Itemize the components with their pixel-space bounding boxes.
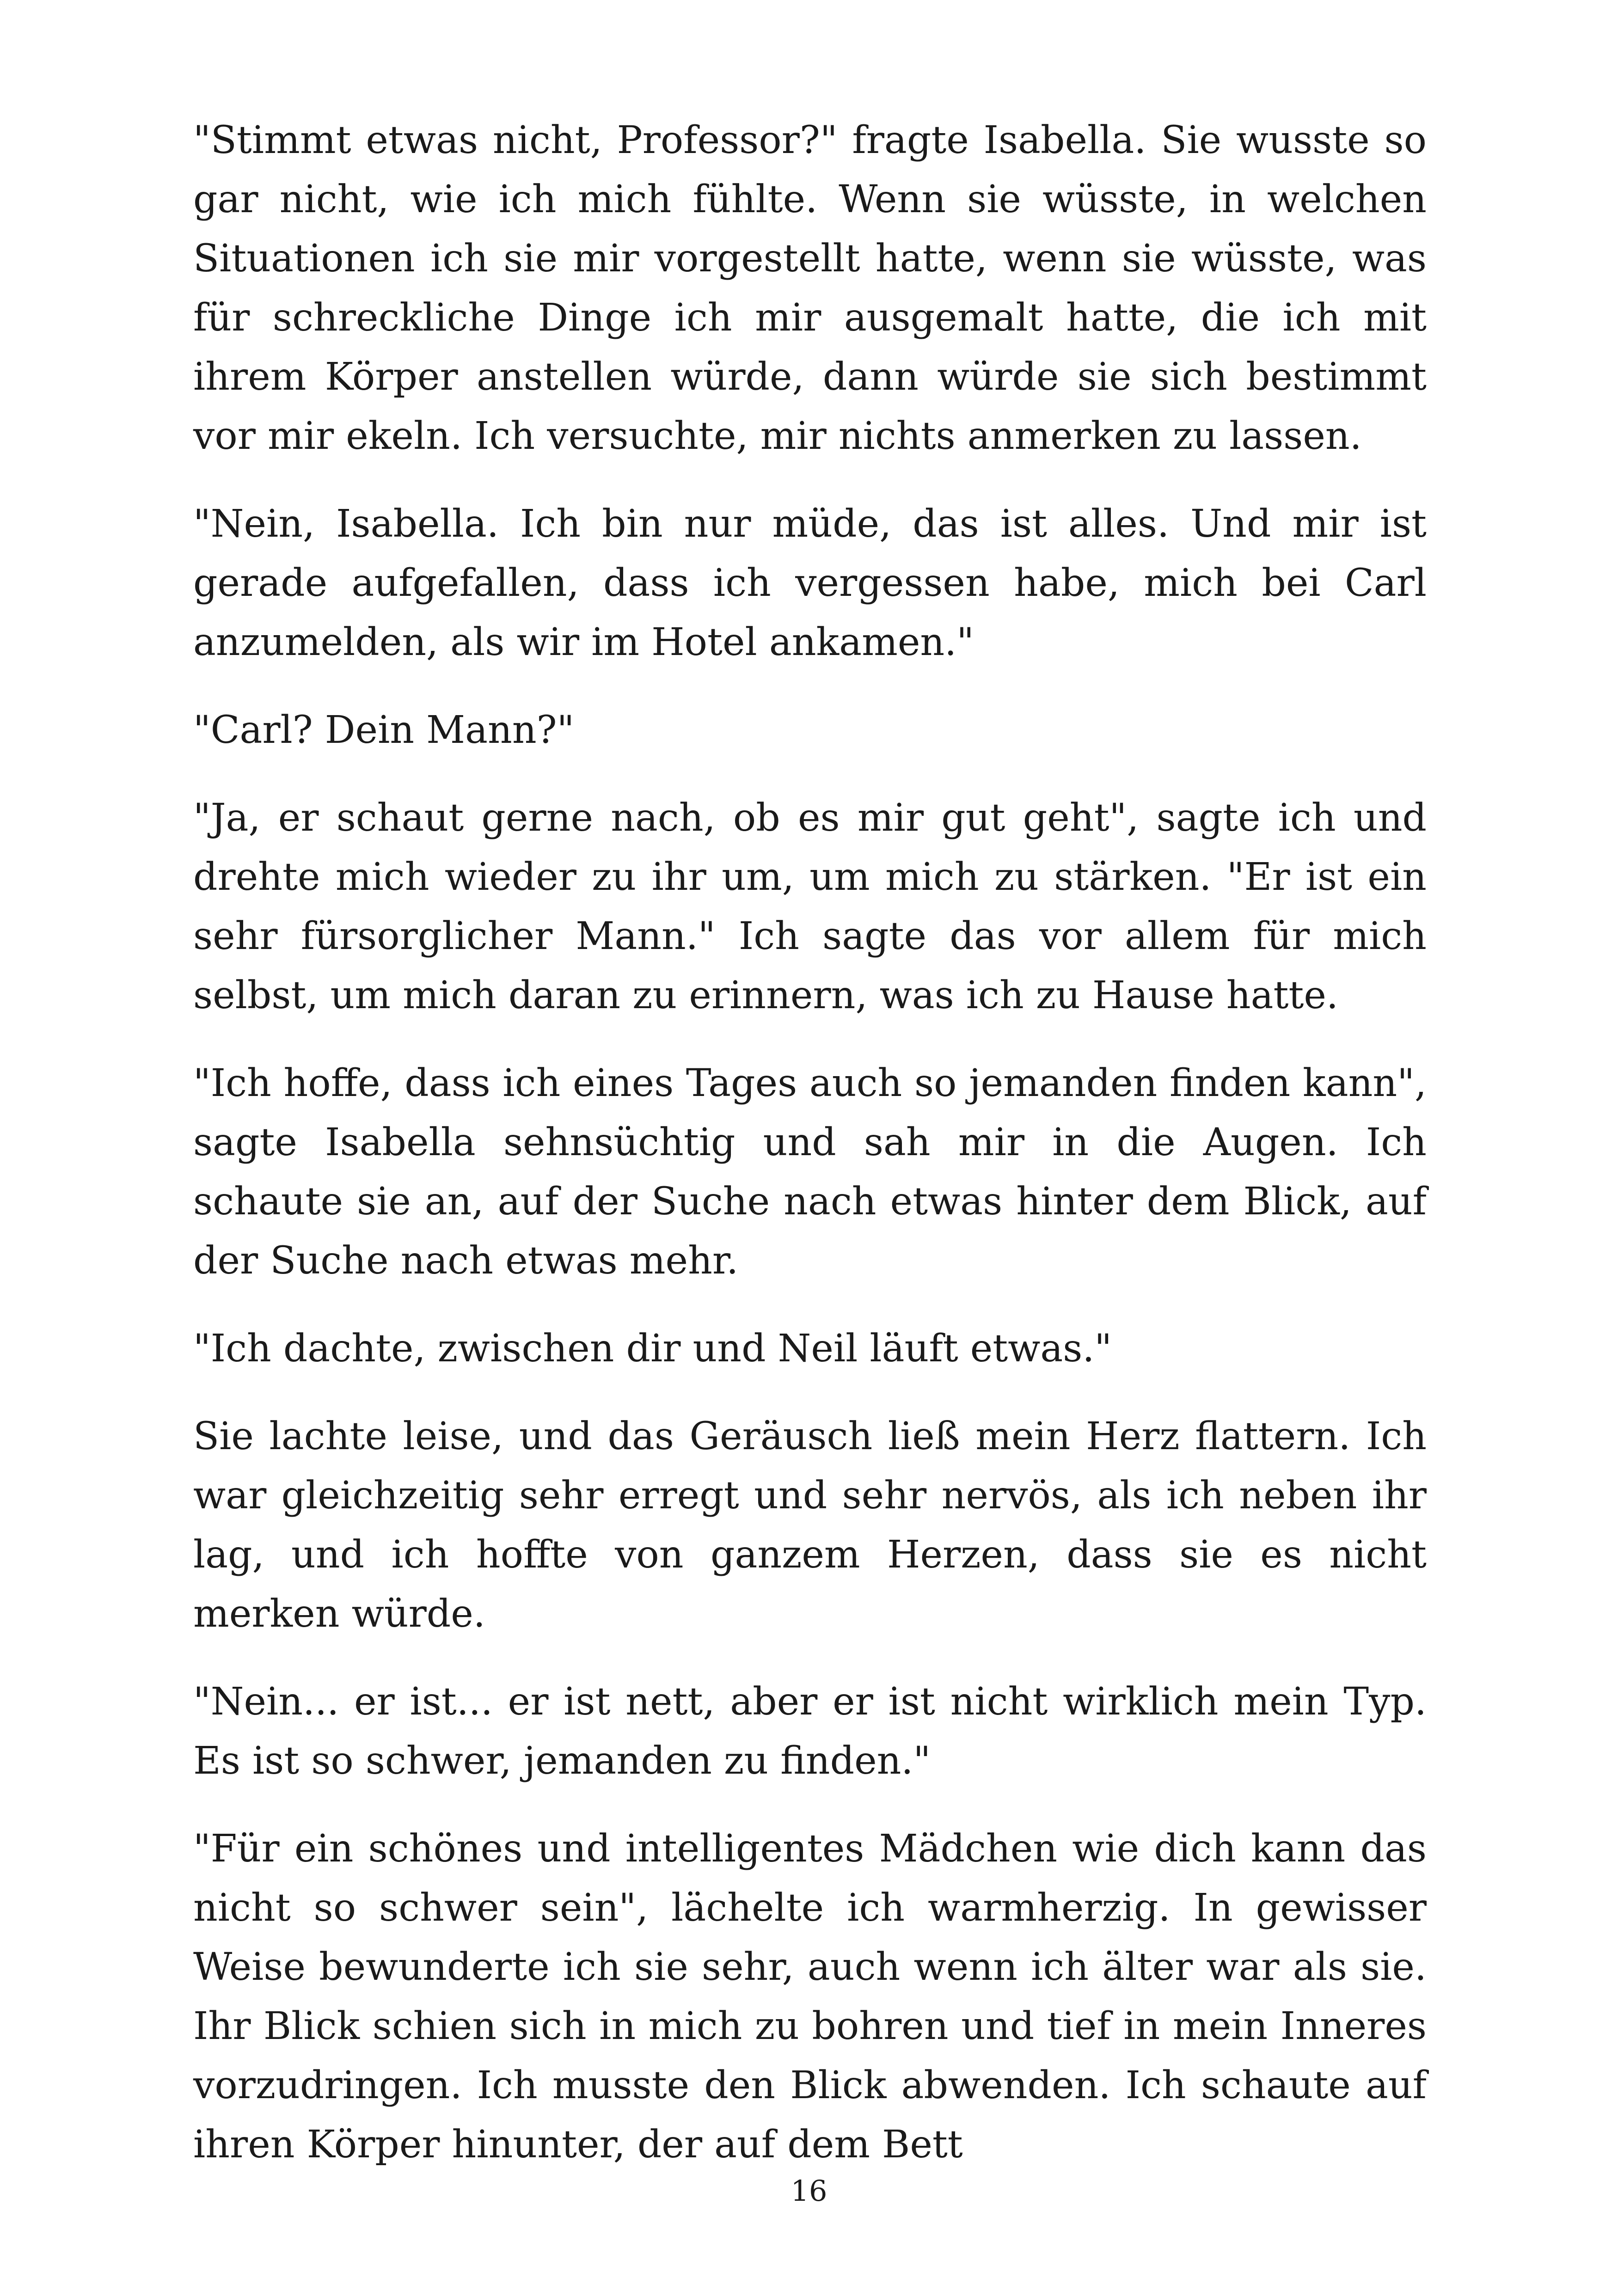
paragraph-1: "Stimmt etwas nicht, Professor?" fragte Isabella. Sie wusste so gar nicht, wie ich mich fühlte. Wenn sie wüsste, in welchen Situationen ich sie mir vorgestellt hatte, wenn sie wüsste, was für schreckliche Dinge ich mir ausgemalt hatte, die ich mit ihrem Körper anstellen würde, dann würde sie sich bestimmt vor mir ekeln. Ich versuchte, mir nichts anmerken zu lassen.	[193, 118, 1427, 458]
paragraph-4: "Ja, er schaut gerne nach, ob es mir gut geht", sagte ich und drehte mich wieder zu ihr um, um mich zu stärken. "Er ist ein sehr fürsorglicher Mann." Ich sagte das vor allem für mich selbst, um mich daran zu erinnern, was ich zu Hause hatte.	[193, 796, 1427, 1017]
paragraph-5: "Ich hoffe, dass ich eines Tages auch so jemanden finden kann", sagte Isabella sehnsüchtig und sah mir in die Augen. Ich schaute sie an, auf der Suche nach etwas hinter dem Blick, auf der Suche nach etwas mehr.	[193, 1061, 1427, 1283]
paragraph-8: "Nein... er ist... er ist nett, aber er ist nicht wirklich mein Typ. Es ist so schwer, jemanden zu finden."	[193, 1680, 1427, 1783]
paragraph-3: "Carl? Dein Mann?"	[193, 708, 575, 752]
body-text	[193, 111, 1427, 2203]
paragraph-2: "Nein, Isabella. Ich bin nur müde, das ist alles. Und mir ist gerade aufgefallen, dass ich vergessen habe, mich bei Carl anzumelden, als wir im Hotel ankamen."	[193, 502, 1427, 664]
paragraph-6: "Ich dachte, zwischen dir und Neil läuft etwas."	[193, 1327, 1112, 1371]
paragraph-7: Sie lachte leise, und das Geräusch ließ mein Herz flattern. Ich war gleichzeitig sehr erregt und sehr nervös, als ich neben ihr lag, und ich hoffte von ganzem Herzen, dass sie es nicht merken würde.	[193, 1414, 1427, 1636]
page-number: 16	[791, 2174, 827, 2208]
paragraph-9: "Für ein schönes und intelligentes Mädchen wie dich kann das nicht so schwer sein", lächelte ich warmherzig. In gewisser Weise bewunderte ich sie sehr, auch wenn ich älter war als sie. Ihr Blick schien sich in mich zu bohren und tief in mein Inneres vorzudringen. Ich musste den Blick abwenden. Ich schaute auf ihren Körper hinunter, der auf dem Bett	[193, 1827, 1427, 2167]
